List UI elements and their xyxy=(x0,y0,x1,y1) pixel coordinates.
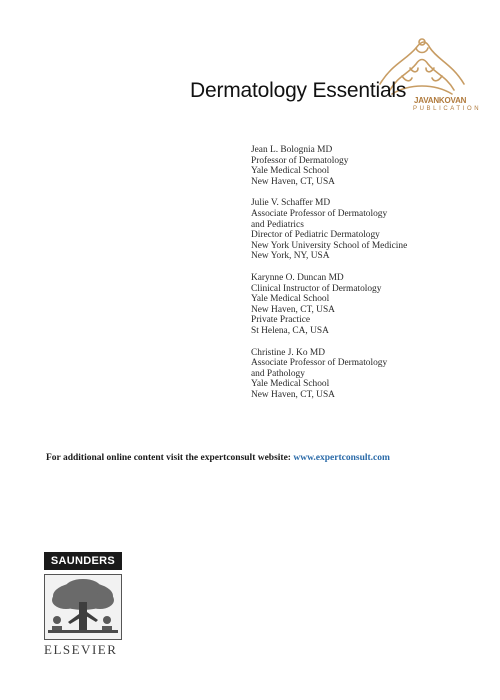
author-name: Karynne O. Duncan MD xyxy=(251,272,344,283)
online-content-text: For additional online content visit the expertconsult website: xyxy=(46,453,294,463)
saunders-imprint-logo: SAUNDERS xyxy=(44,552,122,570)
author-affiliation-line: New Haven, CT, USA xyxy=(251,389,335,400)
elsevier-tree-icon xyxy=(44,574,122,640)
author-affiliation-line: and Pediatrics xyxy=(251,219,304,230)
author-entry xyxy=(251,198,407,262)
author-list xyxy=(251,145,407,411)
author-name: Jean L. Bolognia MD xyxy=(251,145,333,155)
expertconsult-link[interactable]: www.expertconsult.com xyxy=(293,453,390,463)
author-name: Julie V. Schaffer MD xyxy=(251,198,331,209)
book-title: Dermatology Essentials xyxy=(190,79,407,102)
author-affiliation-line: and Pathology xyxy=(251,368,305,379)
author-affiliation-line: Private Practice xyxy=(251,315,311,326)
author-affiliation-line: New Haven, CT, USA xyxy=(251,176,335,187)
elsevier-wordmark: ELSEVIER xyxy=(44,642,118,657)
author-affiliation-line: Professor of Dermatology xyxy=(251,155,349,166)
author-entry xyxy=(251,273,407,337)
watermark-subtitle: PUBLICATION xyxy=(413,106,482,112)
author-affiliation-line: St Helena, CA, USA xyxy=(251,325,329,336)
author-affiliation-line: New York, NY, USA xyxy=(251,251,330,262)
publisher-logo xyxy=(44,552,130,658)
author-entry xyxy=(251,348,407,401)
author-affiliation-line: Yale Medical School xyxy=(251,379,330,390)
author-name: Christine J. Ko MD xyxy=(251,347,325,358)
author-affiliation-line: New Haven, CT, USA xyxy=(251,304,335,315)
author-affiliation-line: New York University School of Medicine xyxy=(251,240,408,251)
author-entry xyxy=(251,145,407,187)
author-affiliation-line: Yale Medical School xyxy=(251,294,330,305)
author-affiliation-line: Clinical Instructor of Dermatology xyxy=(251,283,382,294)
author-affiliation-line: Associate Professor of Dermatology xyxy=(251,208,388,219)
author-affiliation-line: Associate Professor of Dermatology xyxy=(251,358,388,369)
author-affiliation-line: Yale Medical School xyxy=(251,166,330,177)
watermark-brand: JAVANKOVAN xyxy=(414,96,467,105)
author-affiliation-line: Director of Pediatric Dermatology xyxy=(251,230,380,241)
online-content-note xyxy=(46,453,390,463)
